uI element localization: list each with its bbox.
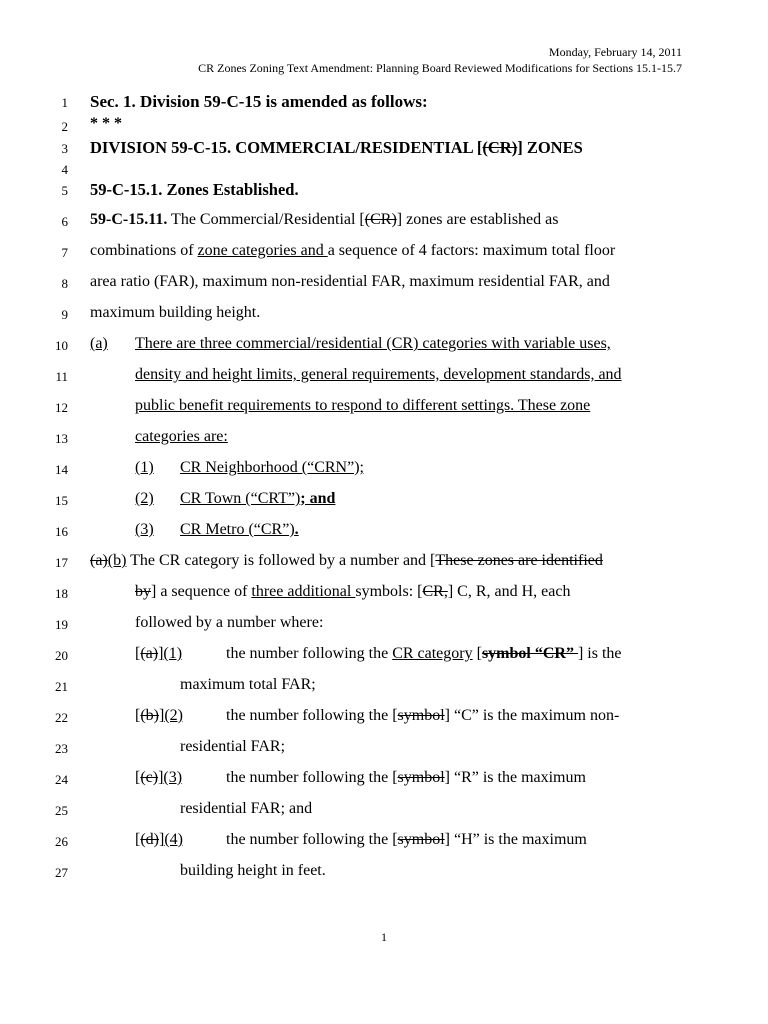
paragraph-line: There are three commercial/residential (CR) categories with variable uses, (135, 335, 611, 352)
list-item: the number following the [symbol] “R” is the maximum (226, 769, 586, 786)
list-marker: [(a)](1) (135, 645, 183, 662)
paragraph-line: residential FAR; and (180, 800, 313, 817)
line-number: 1 (61, 95, 68, 110)
line-number: 23 (55, 741, 68, 756)
line-number: 16 (55, 524, 68, 539)
line-number: 7 (61, 245, 68, 260)
line-number: 9 (61, 307, 68, 322)
line-number: 27 (55, 865, 68, 880)
list-marker: (1) (135, 459, 154, 476)
list-marker: (2) (135, 490, 154, 507)
list-marker: (a) (90, 335, 108, 352)
line-number: 26 (55, 834, 68, 849)
paragraph-line: combinations of zone categories and a sequence of 4 factors: maximum total floor (90, 242, 616, 259)
list-marker: (3) (135, 521, 154, 538)
line-number: 15 (55, 493, 68, 508)
line-number: 22 (55, 710, 68, 725)
list-marker: [(c)](3) (135, 769, 183, 786)
header-date: Monday, February 14, 2011 (548, 45, 682, 59)
paragraph-line: density and height limits, general requirements, development standards, and (135, 366, 622, 383)
section-heading: Sec. 1. Division 59-C-15 is amended as follows: (90, 92, 428, 111)
list-item: CR Neighborhood (“CRN”); (180, 459, 364, 476)
page-number: 1 (381, 930, 387, 944)
line-number: 25 (55, 803, 68, 818)
list-marker: [(b)](2) (135, 707, 183, 724)
paragraph-line: categories are: (135, 428, 228, 445)
paragraph-line: by] a sequence of three additional symbols: [CR,] C, R, and H, each (135, 583, 571, 600)
header-subtitle: CR Zones Zoning Text Amendment: Planning Board Reviewed Modifications for Sections 15.1-15.7 (198, 61, 682, 75)
list-item: the number following the CR category [symbol “CR” ] is the (226, 645, 622, 662)
list-item: CR Town (“CRT”); and (180, 490, 336, 507)
list-marker: [(d)](4) (135, 831, 183, 848)
line-number: 10 (55, 338, 68, 353)
line-number: 21 (55, 679, 68, 694)
list-item: the number following the [symbol] “C” is the maximum non- (226, 707, 620, 724)
line-number: 11 (55, 369, 68, 384)
paragraph-line: maximum building height. (90, 304, 261, 321)
line-number: 3 (61, 141, 68, 156)
line-number: 4 (61, 162, 68, 177)
line-number: 6 (61, 214, 68, 229)
paragraph-line: residential FAR; (180, 738, 286, 755)
list-item: CR Metro (“CR”). (180, 521, 299, 538)
paragraph-line: followed by a number where: (135, 614, 324, 631)
line-number: 8 (61, 276, 68, 291)
paragraph-line: 59-C-15.11. The Commercial/Residential [(CR)] zones are established as (90, 211, 559, 228)
paragraph-line: maximum total FAR; (180, 676, 316, 693)
line-number: 19 (55, 617, 68, 632)
list-item: the number following the [symbol] “H” is the maximum (226, 831, 587, 848)
line-number: 20 (55, 648, 68, 663)
ellipsis-marker: * * * (90, 115, 122, 132)
paragraph-line: building height in feet. (180, 862, 326, 879)
line-number: 2 (61, 119, 68, 134)
line-number: 18 (55, 586, 68, 601)
line-number: 24 (55, 772, 68, 787)
line-number: 14 (55, 462, 68, 477)
line-number: 5 (61, 183, 68, 198)
line-number: 12 (55, 400, 68, 415)
paragraph-line: area ratio (FAR), maximum non-residential FAR, maximum residential FAR, and (90, 273, 610, 290)
division-title: DIVISION 59-C-15. COMMERCIAL/RESIDENTIAL [(CR)] ZONES (90, 138, 583, 157)
subsection-heading: 59-C-15.1. Zones Established. (90, 180, 299, 199)
paragraph-line: (a)(b) The CR category is followed by a number and [These zones are identified (90, 552, 603, 569)
paragraph-line: public benefit requirements to respond to different settings. These zone (135, 397, 591, 414)
line-number: 13 (55, 431, 68, 446)
line-number: 17 (55, 555, 68, 570)
